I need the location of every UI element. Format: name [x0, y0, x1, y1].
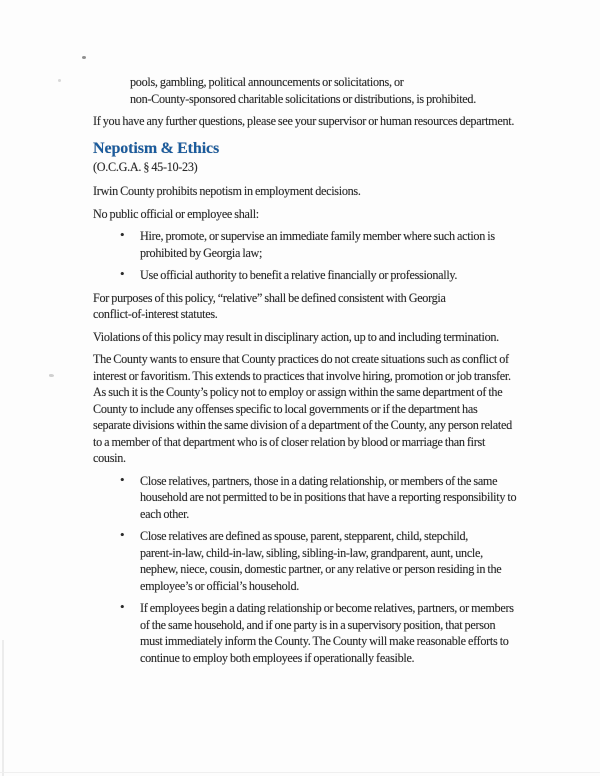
paragraph-further-questions: If you have any further questions, please see your supervisor or human resources department. [93, 114, 515, 128]
list-item [93, 228, 517, 261]
scan-edge-bottom [0, 772, 600, 773]
list-item [93, 267, 517, 284]
section-heading: Nepotism & Ethics [93, 139, 220, 157]
official-shall-not-list [93, 228, 517, 284]
policy-detail-list [93, 473, 517, 667]
paragraph-prohibits-nepotism: Irwin County prohibits nepotism in employment decisions. [93, 184, 361, 198]
list-item-text: Hire, promote, or supervise an immediate family member where such action is prohibited by Georgia law; [140, 229, 495, 260]
paragraph-violations: Violations of this policy may result in disciplinary action, up to and including termination. [93, 329, 499, 344]
bullet-icon: • [120, 471, 125, 487]
statute-reference: (O.C.G.A. § 45-10-23) [93, 159, 198, 174]
bullet-icon: • [120, 599, 125, 614]
list-item-text: Use official authority to benefit a relative financially or professionally. [140, 268, 458, 282]
list-item [93, 528, 517, 594]
bullet-icon: • [120, 266, 125, 281]
paragraph-relative-definition: For purposes of this policy, “relative” shall be defined consistent with Georgia conflict‑of‑interest statutes. [93, 290, 446, 321]
paragraph-county-policy: The County wants to ensure that County practices do not create situations such as conflict of interest or favoritism. This extends to practices that involve hiring, promotion or job transfer. As such it is the County’s policy not to employ or assign within the same department of the County to include any offenses specific to local governments or if the department has separate divisions within the same division of a department of the County, any person related to a member of that department who is of closer relation by blood or marriage than first cousin. [93, 352, 512, 465]
paragraph-prohibited-continuation: pools, gambling, political announcements or solicitations, or non‑County‑sponsored charitable solicitations or distributions, is prohibited. [130, 75, 476, 106]
list-item [93, 600, 517, 666]
list-item [93, 473, 517, 523]
list-item-text: If employees begin a dating relationship or become relatives, partners, or members of the same household, and if one party is in a supervisory position, that person must immediately inform the County. The County will make reasonable efforts to continue to employ both employees if operationally feasible. [140, 601, 514, 665]
bullet-icon: • [120, 527, 125, 542]
bullet-icon: • [120, 227, 125, 242]
list-item-text: Close relatives, partners, those in a dating relationship, or members of the same household are not permitted to be in positions that have a reporting responsibility to each other. [140, 473, 517, 521]
paragraph-no-public-official: No public official or employee shall: [93, 206, 259, 221]
list-item-text: Close relatives are defined as spouse, parent, stepparent, child, stepchild, parent‑in‑law, child‑in‑law, sibling, sibling‑in‑law, grandparent, aunt, uncle, nephew, niece, cousin, domestic partner, or any relative or person residing in the employee’s or official’s household. [140, 529, 502, 593]
